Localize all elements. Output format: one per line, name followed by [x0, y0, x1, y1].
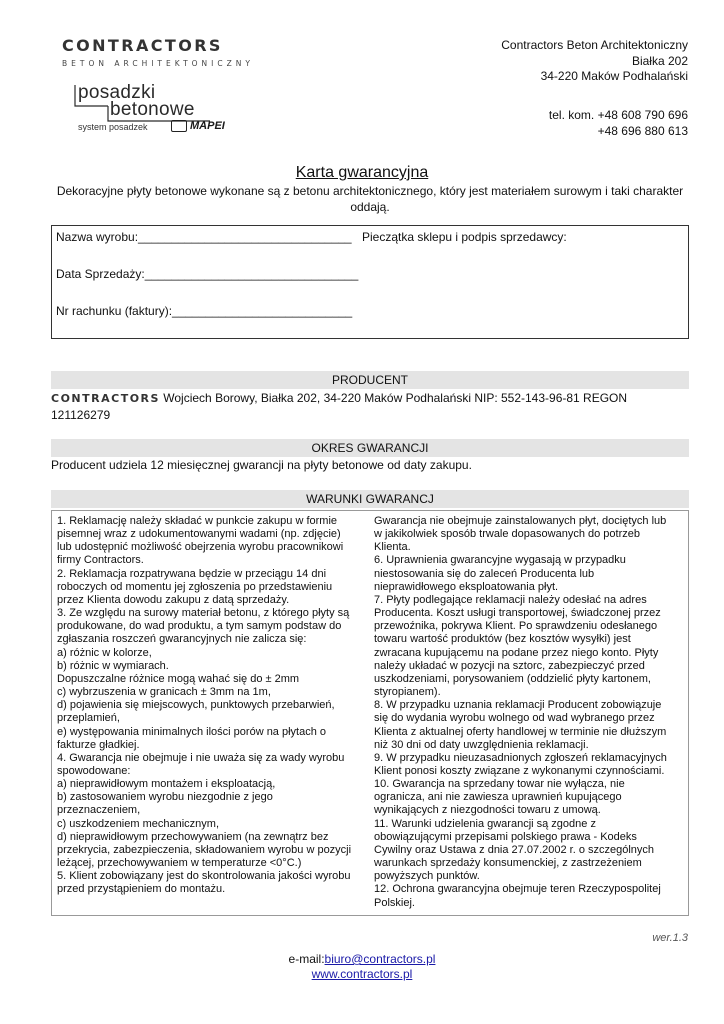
condition-line: wynikających z niezgodności towaru z umową.	[374, 804, 601, 817]
condition-line: powyższych punktów.	[374, 870, 480, 883]
condition-line: Gwarancja nie obejmuje zainstalowanych płyt, dociętych lub	[374, 515, 667, 527]
posadzki-logo-line1: posadzki	[78, 82, 156, 103]
condition-line: d) pojawienia się miejscowych, punktowych przebarwień,	[57, 699, 335, 712]
email-label: e-mail:	[288, 952, 325, 966]
condition-line: 12. Ochrona gwarancyjna obejmuje teren Rzeczypospolitej	[374, 883, 661, 896]
address-line: 34-220 Maków Podhalański	[540, 69, 688, 83]
condition-line: przekrycia, zabezpieczenia, składowaniem wyrobu w pozycji	[57, 843, 352, 856]
mapei-emblem-icon	[171, 120, 187, 132]
condition-line: c) wybrzuszenia w granicach ± 3mm na 1m,	[57, 686, 271, 699]
warranty-period-text: Producent udziela 12 miesięcznej gwarancji na płyty betonowe od daty zakupu.	[51, 458, 472, 472]
condition-line: niż 30 dni od daty uwzględnienia reklamacji.	[374, 738, 589, 751]
condition-line: 2. Reklamacja rozpatrywana będzie w przeciągu 14 dni	[57, 567, 327, 580]
condition-line: się do wydania wyrobu wolnego od wad wybranego przez	[374, 712, 655, 725]
condition-line: Polskiej.	[374, 896, 415, 909]
condition-line: Cywilny oraz Ustawa z dnia 27.07.2002 r. o szczególnych	[374, 843, 655, 856]
condition-line: Producenta. Koszt usługi transportowej, świadczonej przez	[374, 607, 661, 620]
producer-text	[51, 390, 691, 423]
condition-line: d) nieprawidłowym przechowywaniem (na zewnątrz bez	[57, 830, 329, 843]
posadzki-betonowe-logo	[72, 82, 232, 134]
mapei-logo: MAPEI	[190, 120, 225, 132]
condition-line: b) zastosowaniem wyrobu niezgodnie z jego	[57, 791, 273, 804]
condition-line: uszkodzeniami, porysowaniem (oddzielić płyty kartonem,	[374, 672, 651, 685]
contractors-logo	[62, 36, 254, 68]
condition-line: 6. Uprawnienia gwarancyjne wygasają w przypadku	[374, 554, 626, 567]
condition-line: b) różnic w wymiarach.	[57, 659, 169, 672]
condition-line: 1. Reklamację należy składać w punkcie zakupu w formie	[57, 515, 338, 527]
condition-line: pisemnej wraz z udokumentowanymi wadami (np. zdjęcie)	[57, 528, 341, 541]
stamp-signature-label: Pieczątka sklepu i podpis sprzedawcy:	[362, 230, 567, 244]
condition-line: nieprawidłowego eksploatowania płyt.	[374, 580, 559, 593]
condition-line: przeznaczeniem,	[57, 804, 141, 817]
website-link[interactable]: www.contractors.pl	[311, 966, 413, 981]
product-name-field[interactable]: Nazwa wyrobu:________________________________	[56, 230, 352, 244]
warranty-period-heading: OKRES GWARANCJI	[51, 439, 689, 457]
footer-email-line	[0, 952, 724, 967]
footer	[0, 952, 724, 981]
condition-line: należy układać w pozycji na sztorc, zabezpieczyć przed	[374, 659, 645, 672]
condition-line: 8. W przypadku uznania reklamacji Producent zobowiązuje	[374, 699, 662, 712]
condition-line: przez Klienta dowodu zakupu z datą sprzedaży.	[57, 593, 290, 606]
posadzki-logo-tagline: system posadzek	[78, 122, 148, 132]
company-address	[501, 38, 688, 85]
condition-line: przeplamień,	[57, 712, 120, 725]
condition-line: 7. Płyty podlegające reklamacji należy odesłać na adres	[374, 593, 647, 606]
condition-line: 4. Gwarancja nie obejmuje i nie uważa się za wady wyrobu	[57, 751, 345, 764]
document-title: Karta gwarancyjna	[295, 164, 429, 181]
condition-line: zwracana kupującemu na podane przez niego konto. Płyty	[374, 646, 659, 659]
version-label: wer.1.3	[652, 932, 688, 944]
condition-line: a) nieprawidłowym montażem i eksploatacją,	[57, 778, 276, 791]
producer-regon: 121126279	[51, 408, 111, 422]
condition-line: Klienta z aktualnej oferty handlowej w terminie nie dłuższym	[374, 725, 667, 738]
phone-line: tel. kom. +48 608 790 696	[548, 108, 688, 122]
contractors-logo-main: CONTRACTORS	[62, 36, 223, 55]
conditions-box	[51, 510, 689, 916]
condition-line: 9. W przypadku nieuzasadnionych zgłoszeń reklamacyjnych	[374, 751, 667, 764]
condition-line: zgłaszania roszczeń gwarancyjnych nie zalicza się:	[57, 633, 307, 646]
condition-line: styropianem).	[374, 686, 441, 699]
conditions-heading: WARUNKI GWARANCJ	[51, 490, 689, 508]
sale-date-field[interactable]: Data Sprzedaży:________________________________	[56, 267, 359, 281]
producer-heading: PRODUCENT	[51, 371, 689, 389]
email-link[interactable]: biuro@contractors.pl	[324, 952, 436, 966]
condition-line: towaru wartość produktów (bez kosztów wysyłki) jest	[374, 633, 631, 646]
condition-line: e) występowania minimalnych ilości porów na płytach o	[57, 725, 327, 738]
condition-line: firmy Contractors.	[57, 554, 144, 567]
producer-details: Wojciech Borowy, Białka 202, 34-220 Maków Podhalański NIP: 552-143-96-81 REGON	[159, 391, 628, 405]
condition-line: roboczych od momentu jej zgłoszenia po przedstawieniu	[57, 580, 333, 593]
condition-line: c) uszkodzeniem mechanicznym,	[57, 817, 220, 830]
condition-line: lub udostępnić możliwość obejrzenia wyrobu pracownikowi	[57, 541, 344, 554]
posadzki-logo-line2: betonowe	[110, 99, 195, 120]
producer-brand: CONTRACTORS	[51, 392, 160, 405]
condition-line: 10. Gwarancja na sprzedany towar nie wyłącza, nie	[374, 778, 625, 791]
intro-text: Dekoracyjne płyty betonowe wykonane są z betonu architektonicznego, który jest materiałem surowym i taki charakter oddają.	[56, 184, 684, 214]
condition-line: 5. Klient zobowiązany jest do skontrolowania jakości wyrobu	[57, 870, 351, 883]
condition-line: niestosowania się do zaleceń Producenta lub	[374, 567, 595, 580]
condition-line: obowiązującymi przepisami polskiego prawa - Kodeks	[374, 830, 637, 843]
condition-line: leżącej, przechowywaniem w temperaturze <0°C.)	[57, 857, 302, 870]
condition-line: Dopuszczalne różnice mogą wahać się do ± 2mm	[57, 672, 300, 685]
address-line: Contractors Beton Architektoniczny	[501, 38, 688, 52]
conditions-left-column	[57, 515, 351, 897]
condition-line: produkowane, do wad produktu, a tym samym podstaw do	[57, 620, 342, 633]
condition-line: a) różnic w kolorze,	[57, 646, 152, 659]
condition-line: przewoźnika, pokrywa Klient. Po sprawdzeniu odesłanego	[374, 620, 658, 633]
address-line: Białka 202	[631, 53, 688, 68]
condition-line: warunkach sprzedaży konsumenckiej, z zastrzeżeniem	[374, 857, 642, 870]
phone-line: +48 696 880 613	[597, 123, 688, 138]
invoice-number-field[interactable]: Nr rachunku (faktury):___________________________	[56, 304, 353, 318]
condition-line: spowodowane:	[57, 764, 131, 777]
condition-line: fakturze gładkiej.	[57, 738, 140, 751]
contractors-logo-sub: BETON ARCHITEKTONICZNY	[62, 59, 254, 68]
condition-line: w jakikolwiek sposób trwale dopasowanych do potrzeb	[374, 528, 640, 541]
conditions-right-column	[374, 515, 667, 910]
condition-line: 11. Warunki udzielenia gwarancji są zgodne z	[374, 817, 596, 830]
condition-line: Klienta.	[374, 541, 411, 554]
condition-line: Klient ponosi koszty związane z wykonanymi czynnościami.	[374, 764, 665, 777]
condition-line: ogranicza, ani nie zawiesza uprawnień kupującego	[374, 791, 622, 804]
condition-line: 3. Ze względu na surowy materiał betonu, z którego płyty są	[57, 607, 350, 620]
warranty-form-box	[51, 225, 689, 339]
condition-line: przed przystąpieniem do montażu.	[57, 883, 226, 896]
company-phones	[549, 108, 688, 139]
